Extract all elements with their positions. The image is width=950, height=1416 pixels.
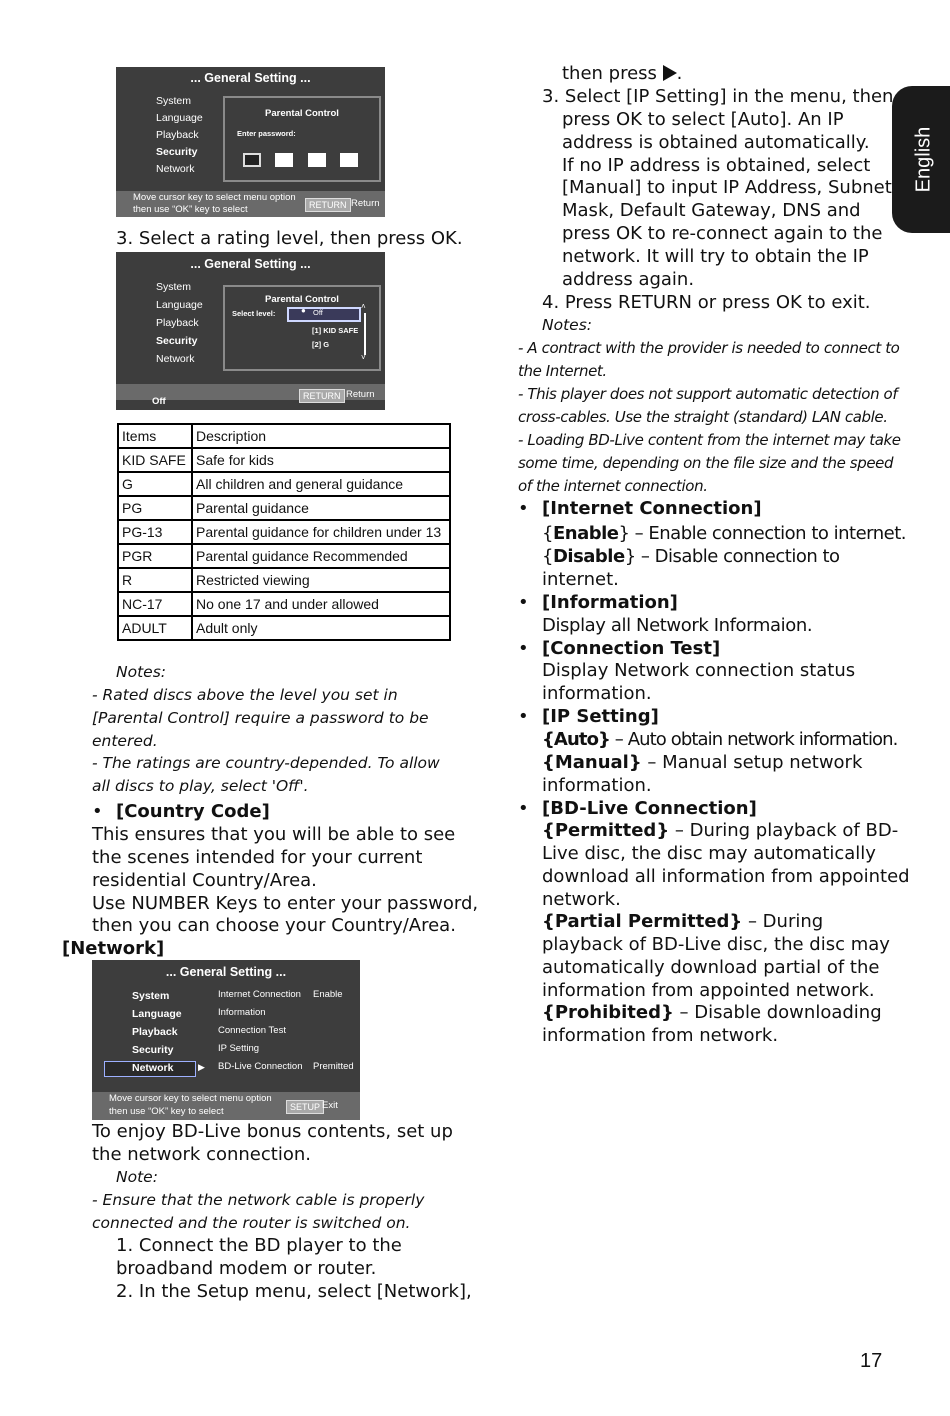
permitted-text-cont: Live disc, the disc may automatically bbox=[542, 843, 876, 864]
step3-text: network. It will try to obtain the IP bbox=[562, 246, 869, 267]
note-line: - A contract with the provider is needed to connect to bbox=[518, 339, 900, 357]
menu-item-security: Security bbox=[156, 335, 198, 347]
menu-item-security: Security bbox=[156, 146, 198, 158]
partial-key: {Partial Permitted} bbox=[542, 911, 743, 932]
rating-description: Safe for kids bbox=[192, 448, 450, 472]
prohibited-key: {Prohibited} bbox=[542, 1002, 674, 1023]
selected-option-box[interactable] bbox=[287, 307, 361, 322]
network-item-ip-setting[interactable]: IP Setting bbox=[218, 1043, 260, 1054]
manual-line bbox=[542, 751, 862, 774]
password-digit-4[interactable] bbox=[340, 153, 358, 167]
setup-button[interactable]: SETUP bbox=[286, 1100, 324, 1114]
menu-item-security: Security bbox=[132, 1044, 174, 1056]
rating-code: NC-17 bbox=[118, 592, 192, 616]
rating-description: Parental guidance for children under 13 bbox=[192, 520, 450, 544]
step-text: 1. Connect the BD player to the bbox=[116, 1235, 402, 1256]
rating-code: G bbox=[118, 472, 192, 496]
bullet: • bbox=[92, 801, 103, 822]
option-off-dot: ● bbox=[301, 306, 306, 315]
screenshot-footer bbox=[116, 191, 385, 217]
partial-line bbox=[542, 910, 823, 933]
step-text: 2. In the Setup menu, select [Network], bbox=[116, 1281, 472, 1302]
then-press-text: then press bbox=[562, 63, 657, 84]
permitted-line bbox=[542, 819, 898, 842]
prohibited-text: – Disable downloading bbox=[673, 1002, 882, 1023]
panel-title: Parental Control bbox=[265, 108, 339, 119]
internet-heading: [Internet Connection] bbox=[542, 498, 762, 519]
note-line: - The ratings are country-depended. To allow bbox=[92, 754, 440, 772]
then-press-period: . bbox=[676, 63, 683, 84]
country-code-text: then you can choose your Country/Area. bbox=[92, 915, 456, 936]
rating-description: All children and general guidance bbox=[192, 472, 450, 496]
table-row bbox=[118, 568, 450, 592]
current-level-value: Off bbox=[152, 396, 166, 407]
rating-code: ADULT bbox=[118, 616, 192, 640]
partial-text-cont: information from appointed network. bbox=[542, 980, 875, 1001]
menu-item-playback: Playback bbox=[156, 129, 199, 141]
enable-key: Enable bbox=[552, 523, 619, 544]
note-label: Note: bbox=[116, 1168, 158, 1186]
network-screenshot bbox=[92, 960, 360, 1120]
table-row bbox=[118, 544, 450, 568]
return-button[interactable]: RETURN bbox=[299, 389, 345, 403]
rating-description: No one 17 and under allowed bbox=[192, 592, 450, 616]
menu-item-network: Network bbox=[156, 353, 195, 365]
country-code-text: Use NUMBER Keys to enter your password, bbox=[92, 893, 479, 914]
menu-item-playback: Playback bbox=[132, 1026, 178, 1038]
manual-text: – Manual setup network bbox=[641, 752, 863, 773]
connection-test-text: information. bbox=[542, 683, 652, 704]
option-g[interactable]: [2] G bbox=[312, 340, 330, 349]
partial-text-cont: automatically download partial of the bbox=[542, 957, 880, 978]
bullet: • bbox=[518, 638, 529, 659]
rating-code: KID SAFE bbox=[118, 448, 192, 472]
note-line: of the internet connection. bbox=[518, 477, 708, 495]
partial-text-cont: playback of BD-Live disc, the disc may bbox=[542, 934, 890, 955]
step4-text: 4. Press RETURN or press OK to exit. bbox=[542, 292, 871, 313]
step3-text: Mask, Default Gateway, DNS and bbox=[562, 200, 861, 221]
disable-text-cont: internet. bbox=[542, 569, 619, 590]
note-line: - Loading BD-Live content from the internet may take bbox=[518, 431, 901, 449]
step-text: broadband modem or router. bbox=[116, 1258, 377, 1279]
bullet: • bbox=[518, 592, 529, 613]
screenshot-title: ... General Setting ... bbox=[190, 257, 311, 271]
parental-control-panel bbox=[223, 285, 381, 371]
footer-hint-2: then use “OK” key to select bbox=[109, 1106, 224, 1117]
permitted-text: – During playback of BD- bbox=[669, 820, 899, 841]
rating-description: Parental guidance bbox=[192, 496, 450, 520]
rating-code: R bbox=[118, 568, 192, 592]
side-tab-label: English bbox=[912, 126, 935, 193]
menu-item-network[interactable]: Network bbox=[132, 1062, 174, 1074]
network-item-connection-test[interactable]: Connection Test bbox=[218, 1025, 286, 1036]
note-line: some time, depending on the file size and the speed bbox=[518, 454, 894, 472]
bullet: • bbox=[518, 706, 529, 727]
auto-key: {Auto} bbox=[542, 729, 610, 750]
password-prompt: Enter password: bbox=[237, 129, 296, 138]
manual-key: {Manual} bbox=[542, 752, 642, 773]
network-item-internet[interactable]: Internet Connection bbox=[218, 989, 301, 1000]
header-description: Description bbox=[192, 424, 450, 448]
option-kid-safe[interactable]: [1] KID SAFE bbox=[312, 326, 359, 335]
menu-item-system: System bbox=[156, 281, 192, 293]
note-line: - This player does not support automatic detection of bbox=[518, 385, 898, 403]
note-line: - Rated discs above the level you set in bbox=[92, 686, 398, 704]
ratings-table bbox=[117, 423, 451, 641]
step-3-rating: 3. Select a rating level, then press OK. bbox=[116, 228, 463, 249]
disable-line: {Disable} – Disable connection to bbox=[542, 546, 840, 567]
country-code-text: the scenes intended for your current bbox=[92, 847, 423, 868]
then-press-line bbox=[562, 62, 682, 85]
country-code-heading: [Country Code] bbox=[116, 801, 270, 822]
password-digit-2[interactable] bbox=[275, 153, 293, 167]
footer-hint-1: Move cursor key to select menu option bbox=[109, 1093, 272, 1104]
panel-title: Parental Control bbox=[265, 294, 339, 305]
note-line: the Internet. bbox=[518, 362, 607, 380]
network-item-bdlive[interactable]: BD-Live Connection bbox=[218, 1061, 303, 1072]
rating-code: PGR bbox=[118, 544, 192, 568]
return-label: Return bbox=[351, 198, 380, 209]
rating-description: Parental guidance Recommended bbox=[192, 544, 450, 568]
step3-text: press OK to re-connect again to the bbox=[562, 223, 883, 244]
step3-text: [Manual] to input IP Address, Subnet bbox=[562, 177, 892, 198]
footer-hint-1: Move cursor key to select menu option bbox=[133, 192, 296, 203]
prohibited-text-cont: information from network. bbox=[542, 1025, 779, 1046]
table-row bbox=[118, 592, 450, 616]
table-header-row bbox=[118, 424, 450, 448]
screenshot-title: ... General Setting ... bbox=[190, 71, 311, 85]
enjoy-text: the network connection. bbox=[92, 1144, 311, 1165]
notes-label: Notes: bbox=[116, 663, 166, 681]
rating-code: PG-13 bbox=[118, 520, 192, 544]
option-off[interactable]: Off bbox=[313, 308, 323, 317]
auto-line bbox=[542, 728, 898, 751]
play-arrow-icon bbox=[663, 65, 677, 81]
select-level-label: Select level: bbox=[232, 309, 276, 318]
connection-test-heading: [Connection Test] bbox=[542, 638, 721, 659]
return-button[interactable]: RETURN bbox=[305, 198, 351, 212]
note-line: all discs to play, select 'Off'. bbox=[92, 777, 309, 795]
note-line: [Parental Control] require a password to be bbox=[92, 709, 429, 727]
permitted-text-cont: download all information from appointed bbox=[542, 866, 910, 887]
table-row bbox=[118, 472, 450, 496]
page-number: 17 bbox=[860, 1350, 883, 1372]
rating-description: Adult only bbox=[192, 616, 450, 640]
menu-item-language: Language bbox=[156, 299, 203, 311]
country-code-text: residential Country/Area. bbox=[92, 870, 317, 891]
disable-key: Disable bbox=[552, 546, 625, 567]
manual-text-cont: information. bbox=[542, 775, 652, 796]
screenshot-footer bbox=[92, 1092, 360, 1120]
rating-description: Restricted viewing bbox=[192, 568, 450, 592]
bdlive-heading: [BD-Live Connection] bbox=[542, 798, 757, 819]
header-items: Items bbox=[118, 424, 192, 448]
information-heading: [Information] bbox=[542, 592, 678, 613]
disable-text: – Disable connection to bbox=[635, 546, 840, 567]
note-line: cross-cables. Use the straight (standard) LAN cable. bbox=[518, 408, 888, 426]
return-label: Return bbox=[346, 389, 375, 400]
scroll-down-icon[interactable]: ˅ bbox=[361, 353, 366, 362]
password-digit-1[interactable] bbox=[243, 153, 261, 167]
table-row bbox=[118, 520, 450, 544]
note-line: entered. bbox=[92, 732, 158, 750]
note-line: connected and the router is switched on. bbox=[92, 1214, 411, 1232]
network-item-information[interactable]: Information bbox=[218, 1007, 266, 1018]
permitted-key: {Permitted} bbox=[542, 820, 670, 841]
partial-text: – During bbox=[742, 911, 824, 932]
step3-text: press OK to select [Auto]. An IP bbox=[562, 109, 844, 130]
enable-text: – Enable connection to internet. bbox=[629, 523, 906, 544]
menu-item-language: Language bbox=[132, 1008, 182, 1020]
menu-item-playback: Playback bbox=[156, 317, 199, 329]
enable-line: {Enable} – Enable connection to internet. bbox=[542, 523, 906, 544]
table-row bbox=[118, 448, 450, 472]
scroll-up-icon[interactable]: ˄ bbox=[361, 302, 366, 311]
footer-hint-2: then use “OK” key to select bbox=[133, 204, 248, 215]
step3-text: If no IP address is obtained, select bbox=[562, 155, 871, 176]
step3-text: address is obtained automatically. bbox=[562, 132, 870, 153]
bullet: • bbox=[518, 498, 529, 519]
enjoy-text: To enjoy BD-Live bonus contents, set up bbox=[92, 1121, 453, 1142]
step3-text: address again. bbox=[562, 269, 695, 290]
screenshot-title: ... General Setting ... bbox=[165, 965, 287, 979]
menu-item-system: System bbox=[156, 95, 192, 107]
rating-screenshot bbox=[116, 252, 385, 410]
language-side-tab bbox=[892, 86, 950, 233]
parental-control-panel bbox=[223, 96, 381, 182]
internet-value: Enable bbox=[313, 989, 343, 1000]
information-text: Display all Network Informaion. bbox=[542, 615, 813, 636]
notes-label: Notes: bbox=[542, 316, 592, 334]
arrow-right-icon: ▶ bbox=[198, 1062, 205, 1072]
bullet: • bbox=[518, 798, 529, 819]
connection-test-text: Display Network connection status bbox=[542, 660, 856, 681]
exit-label: Exit bbox=[322, 1100, 338, 1111]
permitted-text-cont: network. bbox=[542, 889, 621, 910]
ip-setting-heading: [IP Setting] bbox=[542, 706, 659, 727]
prohibited-line bbox=[542, 1001, 882, 1024]
scrollbar[interactable] bbox=[364, 313, 366, 355]
password-screenshot bbox=[116, 67, 385, 217]
menu-item-system: System bbox=[132, 990, 170, 1002]
table-row bbox=[118, 616, 450, 640]
network-heading: [Network] bbox=[62, 938, 165, 959]
bdlive-value: Premitted bbox=[313, 1061, 354, 1072]
rating-code: PG bbox=[118, 496, 192, 520]
menu-item-language: Language bbox=[156, 112, 203, 124]
table-row bbox=[118, 496, 450, 520]
auto-text: – Auto obtain network information. bbox=[609, 729, 898, 750]
step3-text: 3. Select [IP Setting] in the menu, then bbox=[542, 86, 894, 107]
password-digit-3[interactable] bbox=[308, 153, 326, 167]
country-code-text: This ensures that you will be able to see bbox=[92, 824, 456, 845]
note-line: - Ensure that the network cable is properly bbox=[92, 1191, 425, 1209]
menu-item-network: Network bbox=[156, 163, 195, 175]
